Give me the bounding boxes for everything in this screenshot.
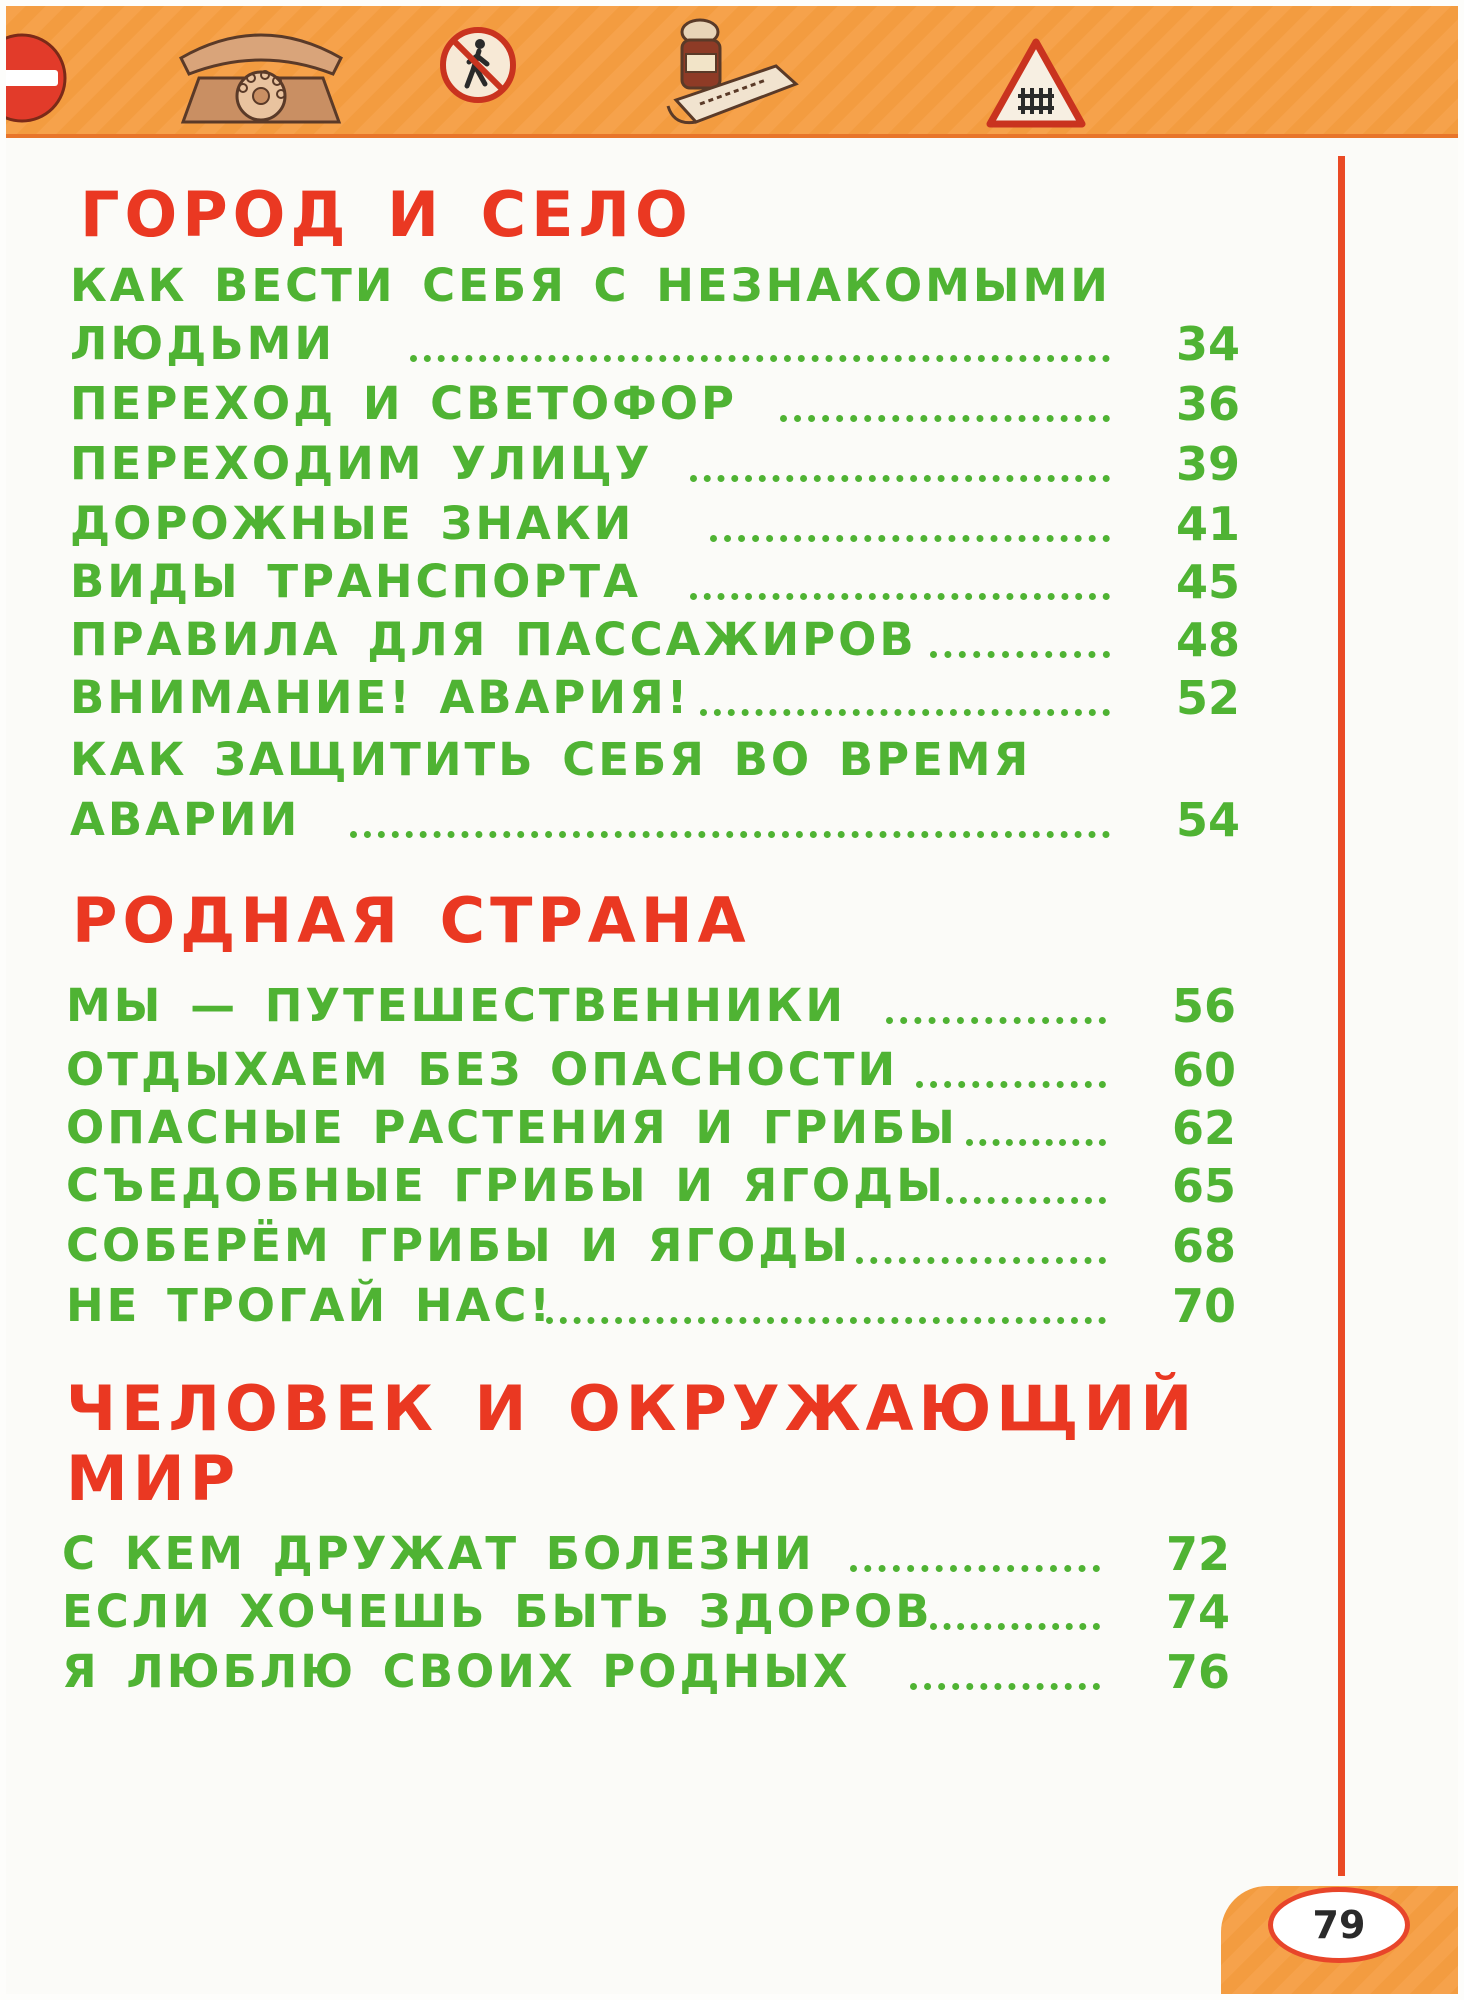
dotted-leader bbox=[946, 1197, 1106, 1204]
section-title: РОДНАЯ СТРАНА bbox=[72, 884, 751, 957]
dotted-leader bbox=[850, 1565, 1100, 1572]
toc-entry-label: ВИДЫ ТРАНСПОРТА bbox=[70, 555, 641, 608]
toc-page-number: 54 bbox=[1175, 793, 1240, 847]
dotted-leader bbox=[910, 1683, 1100, 1690]
toc-entry-label: СОБЕРЁМ ГРИБЫ И ЯГОДЫ bbox=[66, 1219, 852, 1272]
toc-entry-label: ПЕРЕХОД И СВЕТОФОР bbox=[70, 377, 738, 430]
toc-entry-line bbox=[70, 258, 1240, 314]
toc-page-number: 65 bbox=[1171, 1159, 1236, 1213]
dotted-leader bbox=[410, 355, 1110, 362]
toc-entry[interactable] bbox=[70, 792, 1240, 848]
toc-page-number: 34 bbox=[1175, 317, 1240, 371]
toc-entry[interactable] bbox=[66, 1158, 1236, 1214]
toc-entry-label: КАК ЗАЩИТИТЬ СЕБЯ ВО ВРЕМЯ bbox=[70, 733, 1032, 786]
toc-page-number: 70 bbox=[1171, 1279, 1236, 1333]
toc-entry[interactable] bbox=[70, 612, 1240, 668]
toc-entry-label: НЕ ТРОГАЙ НАС! bbox=[66, 1279, 553, 1332]
dotted-leader bbox=[856, 1257, 1106, 1264]
toc-entry[interactable] bbox=[66, 1278, 1236, 1334]
toc-page-number: 74 bbox=[1165, 1585, 1230, 1639]
section-title: ЧЕЛОВЕК И ОКРУЖАЮЩИЙ bbox=[66, 1372, 1198, 1445]
toc-entry[interactable] bbox=[66, 1042, 1236, 1098]
toc-entry[interactable] bbox=[62, 1584, 1230, 1640]
toc-page-number: 48 bbox=[1175, 613, 1240, 667]
toc-entry-label: ВНИМАНИЕ! АВАРИЯ! bbox=[70, 671, 691, 724]
toc-entry-label: ОПАСНЫЕ РАСТЕНИЯ И ГРИБЫ bbox=[66, 1101, 958, 1154]
toc-entry-label: ДОРОЖНЫЕ ЗНАКИ bbox=[70, 497, 635, 550]
toc-page-number: 36 bbox=[1175, 377, 1240, 431]
toc-entry[interactable] bbox=[70, 436, 1240, 492]
toc-page-number: 56 bbox=[1171, 979, 1236, 1033]
page bbox=[6, 6, 1458, 1994]
table-of-contents bbox=[6, 6, 1458, 1994]
toc-page-number: 76 bbox=[1165, 1645, 1230, 1699]
toc-page-number: 72 bbox=[1165, 1527, 1230, 1581]
toc-entry[interactable] bbox=[66, 1100, 1236, 1156]
toc-entry-line bbox=[70, 732, 1240, 788]
toc-entry[interactable] bbox=[62, 1644, 1230, 1700]
toc-page-number: 39 bbox=[1175, 437, 1240, 491]
toc-entry-label: ПРАВИЛА ДЛЯ ПАССАЖИРОВ bbox=[70, 613, 917, 666]
dotted-leader bbox=[886, 1017, 1106, 1024]
dotted-leader bbox=[710, 535, 1110, 542]
toc-entry[interactable] bbox=[70, 316, 1240, 372]
dotted-leader bbox=[780, 415, 1110, 422]
dotted-leader bbox=[546, 1317, 1106, 1324]
toc-entry-label: КАК ВЕСТИ СЕБЯ С НЕЗНАКОМЫМИ bbox=[70, 259, 1111, 312]
toc-entry-label: ОТДЫХАЕМ БЕЗ ОПАСНОСТИ bbox=[66, 1043, 899, 1096]
page-number-badge: 79 bbox=[1268, 1887, 1410, 1963]
dotted-leader bbox=[916, 1081, 1106, 1088]
toc-entry-label: АВАРИИ bbox=[70, 793, 301, 846]
toc-entry[interactable] bbox=[62, 1526, 1230, 1582]
toc-entry[interactable] bbox=[70, 670, 1240, 726]
dotted-leader bbox=[930, 1623, 1100, 1630]
dotted-leader bbox=[350, 831, 1110, 838]
toc-entry-label: Я ЛЮБЛЮ СВОИХ РОДНЫХ bbox=[62, 1645, 851, 1698]
toc-page-number: 62 bbox=[1171, 1101, 1236, 1155]
toc-page-number: 60 bbox=[1171, 1043, 1236, 1097]
toc-entry[interactable] bbox=[66, 978, 1236, 1034]
toc-page-number: 52 bbox=[1175, 671, 1240, 725]
dotted-leader bbox=[690, 593, 1110, 600]
toc-entry-label: СЪЕДОБНЫЕ ГРИБЫ И ЯГОДЫ bbox=[66, 1159, 946, 1212]
toc-entry[interactable] bbox=[70, 554, 1240, 610]
toc-page-number: 45 bbox=[1175, 555, 1240, 609]
toc-entry-label: ЛЮДЬМИ bbox=[70, 317, 336, 370]
dotted-leader bbox=[966, 1139, 1106, 1146]
toc-page-number: 41 bbox=[1175, 497, 1240, 551]
dotted-leader bbox=[700, 709, 1110, 716]
toc-entry[interactable] bbox=[66, 1218, 1236, 1274]
toc-entry-label: МЫ — ПУТЕШЕСТВЕННИКИ bbox=[66, 979, 847, 1032]
section-title: ГОРОД И СЕЛО bbox=[80, 178, 693, 251]
section-title-continued: МИР bbox=[66, 1442, 241, 1515]
toc-page-number: 68 bbox=[1171, 1219, 1236, 1273]
toc-entry[interactable] bbox=[70, 376, 1240, 432]
toc-entry-label: ЕСЛИ ХОЧЕШЬ БЫТЬ ЗДОРОВ bbox=[62, 1585, 933, 1638]
dotted-leader bbox=[930, 651, 1110, 658]
toc-entry-label: ПЕРЕХОДИМ УЛИЦУ bbox=[70, 437, 653, 490]
toc-entry[interactable] bbox=[70, 496, 1240, 552]
dotted-leader bbox=[690, 475, 1110, 482]
toc-entry-label: С КЕМ ДРУЖАТ БОЛЕЗНИ bbox=[62, 1527, 815, 1580]
